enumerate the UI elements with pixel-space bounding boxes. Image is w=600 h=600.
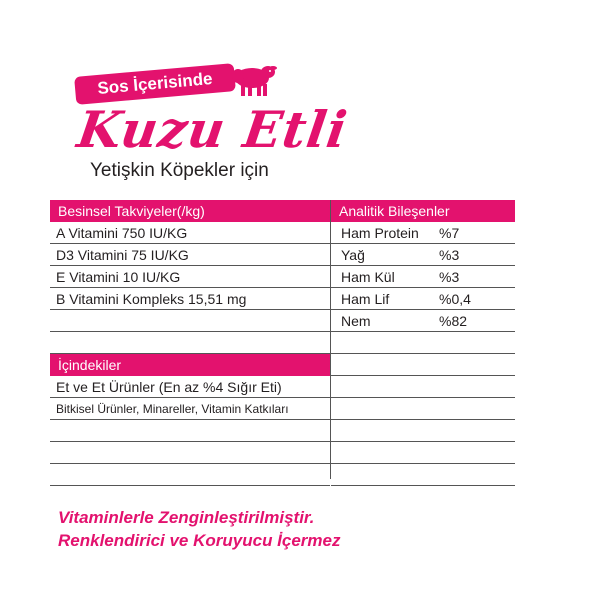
analysis-row bbox=[331, 222, 515, 244]
empty-row bbox=[331, 398, 515, 420]
analysis-value: %0,4 bbox=[439, 291, 471, 307]
ingredient-row: Et ve Et Ürünler (En az %4 Sığır Eti) bbox=[50, 376, 330, 398]
empty-row bbox=[50, 464, 330, 486]
analysis-row bbox=[331, 266, 515, 288]
analysis-value: %7 bbox=[439, 225, 460, 241]
ingredients-header: İçindekiler bbox=[50, 354, 330, 376]
analysis-row bbox=[331, 288, 515, 310]
empty-row bbox=[50, 310, 330, 332]
ingredient-row: Bitkisel Ürünler, Minareller, Vitamin Katkıları bbox=[50, 398, 330, 420]
empty-row bbox=[50, 420, 330, 442]
analysis-name: Ham Protein bbox=[341, 225, 419, 241]
analysis-value: %3 bbox=[439, 269, 460, 285]
lamb-icon bbox=[226, 58, 278, 98]
empty-row bbox=[331, 442, 515, 464]
subtitle: Yetişkin Köpekler için bbox=[90, 160, 269, 181]
empty-row bbox=[50, 442, 330, 464]
empty-row bbox=[331, 354, 515, 376]
left-table bbox=[50, 200, 330, 479]
supplement-row: B Vitamini Kompleks 15,51 mg bbox=[50, 288, 330, 310]
empty-row bbox=[331, 464, 515, 486]
empty-row bbox=[50, 332, 330, 354]
badge: Sos İçerisinde bbox=[74, 63, 236, 105]
supplements-header: Besinsel Takviyeler(/kg) bbox=[50, 200, 330, 222]
empty-row bbox=[331, 332, 515, 354]
right-table bbox=[330, 200, 515, 479]
analysis-row bbox=[331, 310, 515, 332]
footer-line-1: Vitaminlerle Zenginleştirilmiştir. bbox=[58, 508, 315, 527]
brand-title: Kuzu Etli bbox=[73, 100, 352, 159]
analysis-name: Ham Kül bbox=[341, 269, 395, 285]
analysis-name: Ham Lif bbox=[341, 291, 390, 307]
analysis-value: %3 bbox=[439, 247, 460, 263]
empty-row bbox=[331, 420, 515, 442]
supplement-row: E Vitamini 10 IU/KG bbox=[50, 266, 330, 288]
analysis-name: Nem bbox=[341, 313, 371, 329]
analysis-row bbox=[331, 244, 515, 266]
analysis-name: Yağ bbox=[341, 247, 365, 263]
analysis-header: Analitik Bileşenler bbox=[331, 200, 515, 222]
supplement-row: D3 Vitamini 75 IU/KG bbox=[50, 244, 330, 266]
analysis-value: %82 bbox=[439, 313, 468, 329]
empty-row bbox=[331, 376, 515, 398]
supplement-row: A Vitamini 750 IU/KG bbox=[50, 222, 330, 244]
footer-line-2: Renklendirici ve Koruyucu İçermez bbox=[58, 531, 341, 550]
